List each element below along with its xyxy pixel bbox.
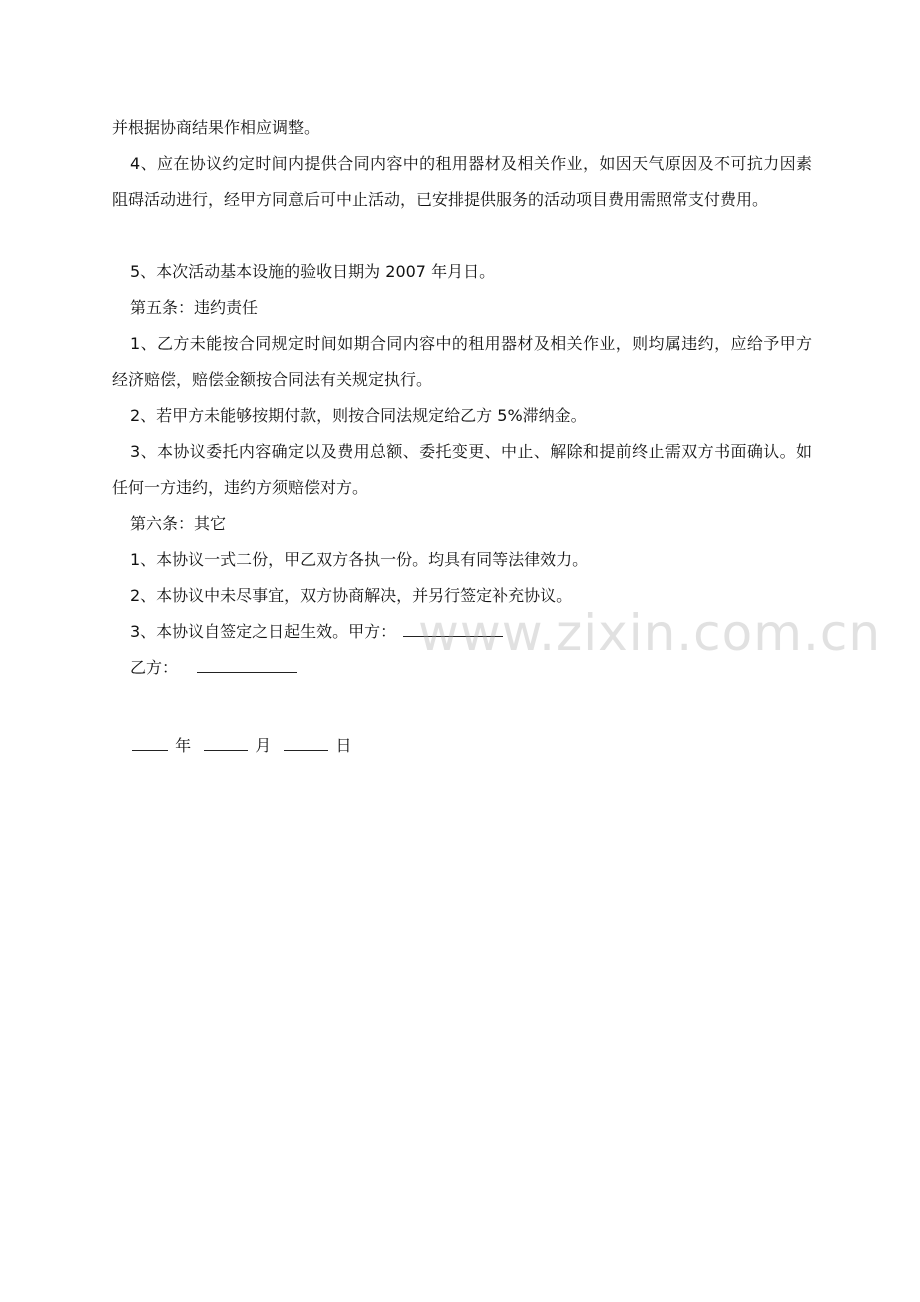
day-blank	[284, 736, 328, 751]
watermark: www.zixin.com.cn	[418, 604, 882, 662]
section-heading-breach: 第五条：违约责任	[130, 298, 259, 317]
clause-5: 5、本次活动基本设施的验收日期为 2007 年月日。	[130, 262, 496, 281]
party-b-blank	[197, 658, 297, 673]
party-a-label: 3、本协议自签定之日起生效。甲方：	[130, 622, 397, 641]
party-b-label: 乙方：	[130, 658, 179, 677]
day-label: 日	[335, 736, 352, 755]
breach-clause-2: 2、若甲方未能够按期付款，则按合同法规定给乙方 5%滞纳金。	[130, 406, 587, 425]
breach-clause-1: 1、乙方未能按合同规定时间如期合同内容中的租用器材及相关作业，则均属违约，应给予甲方经济赔偿，赔偿金额按合同法有关规定执行。	[112, 334, 812, 389]
party-a-blank	[403, 622, 503, 637]
year-blank	[132, 736, 168, 751]
clause-4: 4、应在协议约定时间内提供合同内容中的租用器材及相关作业，如因天气原因及不可抗力因素阻碍活动进行，经甲方同意后可中止活动，已安排提供服务的活动项目费用需照常支付费用。	[112, 154, 812, 209]
paragraph-continuation: 并根据协商结果作相应调整。	[112, 118, 321, 137]
party-a-signature-line	[112, 614, 812, 650]
month-blank	[204, 736, 248, 751]
signing-date-line	[130, 728, 352, 764]
month-label: 月	[255, 736, 272, 755]
section-heading-other: 第六条：其它	[130, 514, 227, 533]
other-clause-1: 1、本协议一式二份，甲乙双方各执一份。均具有同等法律效力。	[130, 550, 589, 569]
breach-clause-3: 3、本协议委托内容确定以及费用总额、委托变更、中止、解除和提前终止需双方书面确认。如任何一方违约，违约方须赔偿对方。	[112, 442, 812, 497]
year-label: 年	[175, 736, 192, 755]
other-clause-2: 2、本协议中未尽事宜，双方协商解决，并另行签定补充协议。	[130, 586, 573, 605]
party-b-signature-line	[112, 650, 812, 686]
